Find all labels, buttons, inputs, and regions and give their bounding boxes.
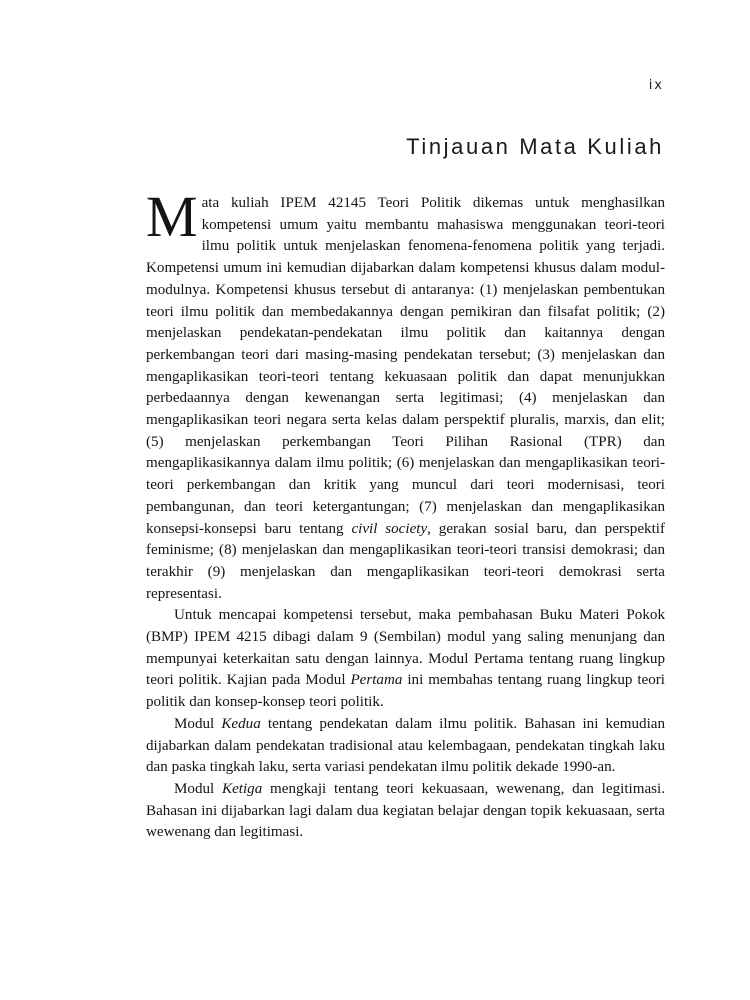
paragraph-intro-text-b: , gerakan sosial baru, dan perspektif feminisme; (8) menjelaskan dan mengaplikasikan teori-teori transisi demokrasi; dan terakhir (9) menjelaskan dan mengaplikasikan teori-teori demokrasi serta representasi. <box>146 520 666 602</box>
page-number: ix <box>648 78 664 93</box>
paragraph-module-three-emphasis: Ketiga <box>222 780 263 797</box>
paragraph-module-overview-text-a: Untuk mencapai kompetensi tersebut, maka pembahasan Buku Materi Pokok (BMP) IPEM 4215 dibagi dalam 9 (Sembilan) modul yang saling menunjang dan mempunyai keterkaitan satu dengan lainnya. Modul Pertama tentang ruang lingkup teori politik. Kajian pada Modul <box>146 607 665 689</box>
drop-cap: M <box>146 184 198 249</box>
body-text <box>146 184 666 844</box>
chapter-title: Tinjauan Mata Kuliah <box>406 134 664 159</box>
paragraph-intro <box>146 184 666 605</box>
paragraph-module-two-emphasis: Kedua <box>221 715 261 732</box>
paragraph-module-two <box>146 714 665 779</box>
paragraph-module-overview-emphasis: Pertama <box>350 672 403 689</box>
paragraph-module-overview-text-b: ini membahas tentang ruang lingkup teori politik dan konsep-konsep teori politik. <box>146 672 665 711</box>
paragraph-module-overview <box>146 605 665 714</box>
paragraph-module-two-text-b: tentang pendekatan dalam ilmu politik. Bahasan ini kemudian dijabarkan dalam pendekatan tradisional atau kelembagaan, pendekatan tingkah laku dan paska tingkah laku, serta variasi pendekatan ilmu politik dekade 1990-an. <box>146 715 666 776</box>
paragraph-module-three-text-b: mengkaji tentang teori kekuasaan, wewenang, dan legitimasi. Bahasan ini dijabarkan lagi dalam dua kegiatan belajar dengan topik kekuasaan, serta wewenang dan legitimasi. <box>146 780 665 841</box>
paragraph-module-two-text-a: Modul <box>174 715 222 732</box>
paragraph-module-three-text-a: Modul <box>174 780 223 797</box>
paragraph-intro-text-a: ata kuliah IPEM 42145 Teori Politik dikemas untuk menghasilkan kompetensi umum yaitu membantu mahasiswa menggunakan teori-teori ilmu politik untuk menjelaskan fenomena-fenomena politik yang terjadi. Kompetensi umum ini kemudian dijabarkan dalam kompetensi khusus dalam modul-modulnya. Kompetensi khusus tersebut di antaranya: (1) menjelaskan pembentukan teori ilmu politik dan membedakannya dengan pemikiran dan filsafat politik; (2) menjelaskan pendekatan-pendekatan ilmu politik dan kaitannya dengan perkembangan teori dari masing-masing pendekatan tersebut; (3) menjelaskan dan mengaplikasikan teori-teori tentang kekuasaan politik dan dapat menunjukkan perbedaannya dengan kewenangan serta legitimasi; (4) menjelaskan dan mengaplikasikan teori negara serta kelas dalam perspektif pluralis, marxis, dan elit; (5) menjelaskan perkembangan Teori Pilihan Rasional (TPR) dan mengaplikasikannya dalam ilmu politik; (6) menjelaskan dan mengaplikasikan teori-teori perkembangan dan kritik yang muncul dari teori modernisasi, teori pembangunan, dan teori ketergantungan; (7) menjelaskan dan mengaplikasikan konsepsi-konsepsi baru tentang <box>146 195 665 537</box>
paragraph-module-three <box>146 779 665 844</box>
paragraph-intro-emphasis: civil society <box>351 520 428 537</box>
